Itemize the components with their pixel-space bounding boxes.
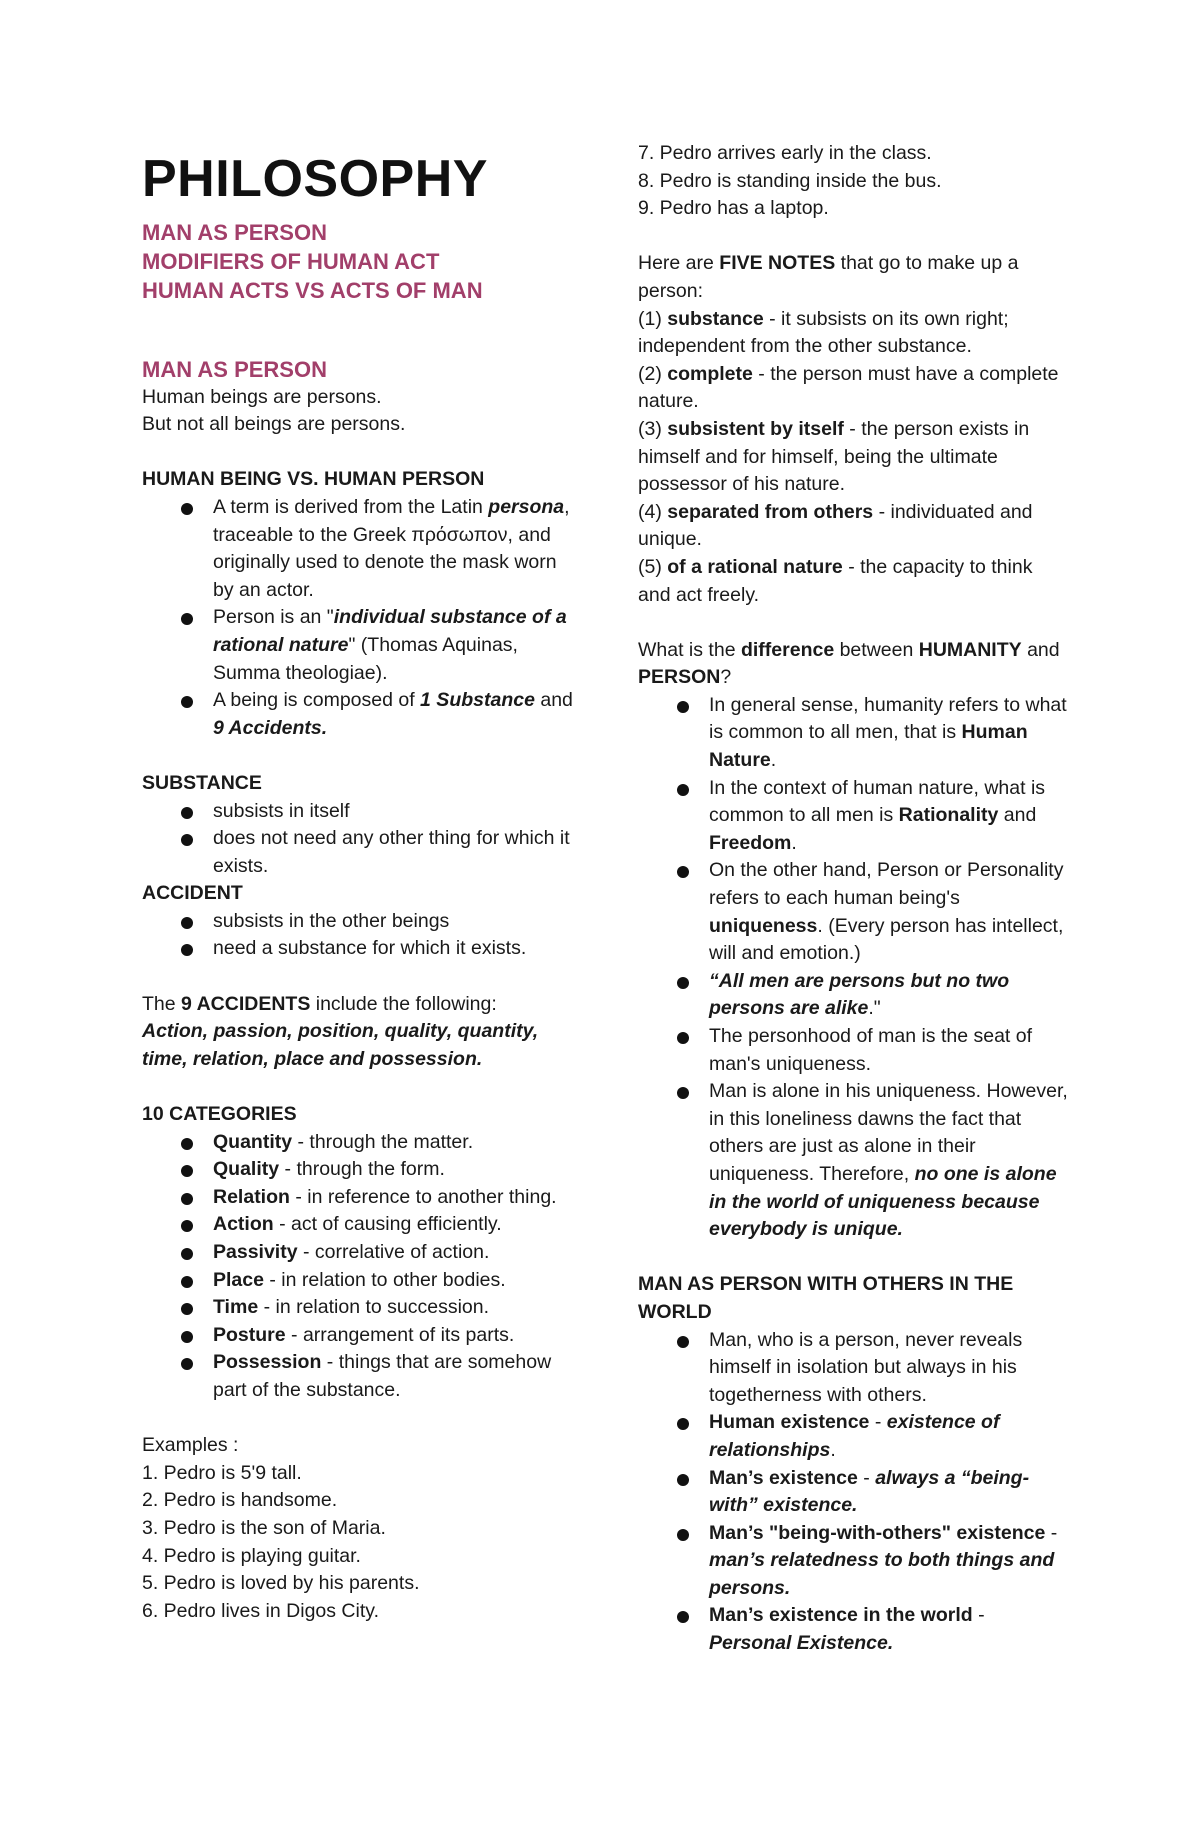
note-item: (4) separated from others - individuated and unique. — [638, 500, 1033, 551]
list-item: Human existence - existence of relationships. — [638, 1409, 1070, 1464]
example-line: 5. Pedro is loved by his parents. — [142, 1572, 420, 1595]
accident-list — [142, 908, 582, 963]
example-line: 9. Pedro has a laptop. — [638, 197, 829, 220]
difference-question: What is the difference between HUMANITY and PERSON? — [638, 638, 1060, 689]
section-heading-substance: SUBSTANCE — [142, 771, 262, 794]
topic-2: MODIFIERS OF HUMAN ACT — [142, 249, 440, 274]
left-column — [142, 140, 582, 1625]
being-vs-person-list — [142, 494, 582, 742]
list-item: Action - act of causing efficiently. — [142, 1211, 582, 1239]
substance-list — [142, 798, 582, 881]
nine-accidents-intro: The 9 ACCIDENTS include the following: — [142, 992, 497, 1015]
right-column — [638, 140, 1070, 1658]
list-item: On the other hand, Person or Personality refers to each human being's uniqueness. (Every person has intellect, will and emotion.) — [638, 857, 1070, 967]
list-item: Man’s "being-with-others" existence - man’s relatedness to both things and persons. — [638, 1520, 1070, 1603]
with-others-list — [638, 1327, 1070, 1658]
nine-accidents-list: Action, passion, position, quality, quantity, time, relation, place and possession. — [142, 1020, 539, 1070]
list-item: A being is composed of 1 Substance and 9 Accidents. — [142, 687, 582, 742]
categories-list — [142, 1129, 582, 1405]
list-item: In general sense, humanity refers to what is common to all men, that is Human Nature. — [638, 692, 1070, 775]
note-item: (2) complete - the person must have a complete nature. — [638, 362, 1059, 413]
page-title: PHILOSOPHY — [142, 150, 488, 208]
section-heading-man-as-person: MAN AS PERSON — [142, 356, 327, 382]
example-line: 7. Pedro arrives early in the class. — [638, 142, 932, 164]
list-item: A term is derived from the Latin persona, traceable to the Greek πρόσωπον, and originally used to denote the mask worn by an actor. — [142, 494, 582, 604]
topic-1: MAN AS PERSON — [142, 220, 327, 245]
note-item: (1) substance - it subsists on its own right; independent from the other substance. — [638, 307, 1009, 358]
example-line: 2. Pedro is handsome. — [142, 1489, 338, 1512]
list-item: Person is an "individual substance of a rational nature" (Thomas Aquinas, Summa theologiae). — [142, 604, 582, 687]
list-item: Man’s existence in the world - Personal Existence. — [638, 1602, 1070, 1657]
example-line: 8. Pedro is standing inside the bus. — [638, 169, 942, 192]
list-item: Man, who is a person, never reveals himself in isolation but always in his togetherness with others. — [638, 1327, 1070, 1410]
list-item: The personhood of man is the seat of man's uniqueness. — [638, 1023, 1070, 1078]
examples-heading: Examples : — [142, 1434, 239, 1457]
intro-line-1: Human beings are persons. — [142, 385, 382, 408]
list-item: In the context of human nature, what is common to all men is Rationality and Freedom. — [638, 775, 1070, 858]
list-item: Possession - things that are somehow part of the substance. — [142, 1349, 582, 1404]
list-item: Passivity - correlative of action. — [142, 1239, 582, 1267]
note-item: (3) subsistent by itself - the person exists in himself and for himself, being the ultimate possessor of his nature. — [638, 417, 1030, 496]
example-line: 1. Pedro is 5'9 tall. — [142, 1461, 302, 1484]
topic-3: HUMAN ACTS VS ACTS OF MAN — [142, 278, 483, 303]
list-item: does not need any other thing for which it exists. — [142, 825, 582, 880]
difference-list — [638, 692, 1070, 1244]
example-line: 6. Pedro lives in Digos City. — [142, 1599, 379, 1622]
list-item: Quality - through the form. — [142, 1156, 582, 1184]
list-item: Man’s existence - always a “being-with” existence. — [638, 1465, 1070, 1520]
list-item: Time - in relation to succession. — [142, 1294, 582, 1322]
five-notes-intro: Here are FIVE NOTES that go to make up a person: — [638, 252, 1019, 302]
list-item: subsists in itself — [142, 798, 582, 826]
list-item: Posture - arrangement of its parts. — [142, 1322, 582, 1350]
note-item: (5) of a rational nature - the capacity to think and act freely. — [638, 555, 1033, 606]
list-item: “All men are persons but no two persons are alike." — [638, 968, 1070, 1023]
example-line: 3. Pedro is the son of Maria. — [142, 1516, 386, 1539]
list-item: need a substance for which it exists. — [142, 935, 582, 963]
list-item: Man is alone in his uniqueness. However, in this loneliness dawns the fact that others are just as alone in their uniqueness. Therefore, no one is alone in the world of uniqueness because everybody is unique. — [638, 1078, 1070, 1244]
list-item: subsists in the other beings — [142, 908, 582, 936]
section-heading-with-others: MAN AS PERSON WITH OTHERS IN THE WORLD — [638, 1273, 1014, 1323]
section-heading-being-vs-person: HUMAN BEING VS. HUMAN PERSON — [142, 468, 485, 491]
list-item: Place - in relation to other bodies. — [142, 1267, 582, 1295]
example-line: 4. Pedro is playing guitar. — [142, 1544, 361, 1567]
section-heading-accident: ACCIDENT — [142, 882, 243, 905]
intro-line-2: But not all beings are persons. — [142, 413, 406, 436]
section-heading-categories: 10 CATEGORIES — [142, 1103, 297, 1126]
list-item: Relation - in reference to another thing. — [142, 1184, 582, 1212]
list-item: Quantity - through the matter. — [142, 1129, 582, 1157]
